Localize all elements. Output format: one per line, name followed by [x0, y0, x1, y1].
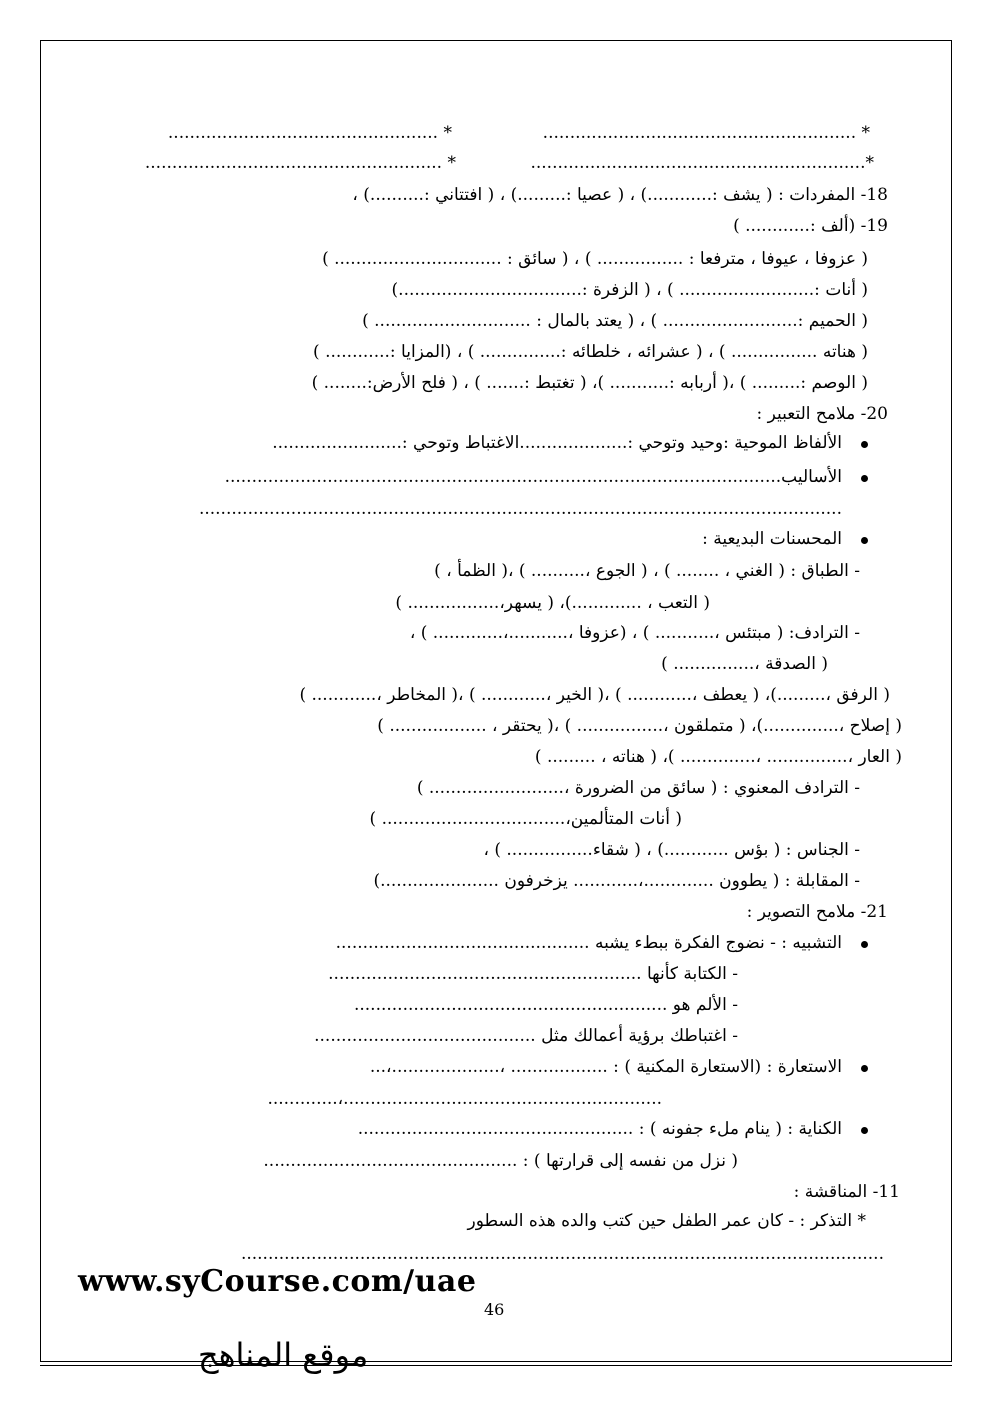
question-11-heading: 11- المناقشة : — [793, 1182, 900, 1202]
metonymy-row: الكناية : ( ينام ملء جفونه ) : ................................................... — [357, 1119, 842, 1139]
watermark-text: موقع المناهج — [198, 1336, 369, 1374]
answer-line: * ....................................................... — [144, 153, 456, 173]
synonym-row: - الترادف: ( مبتئس ،........... ) ، (عزوفا ،...........،............. ) ، — [409, 623, 860, 643]
question-20-heading: 20- ملامح التعبير : — [756, 404, 888, 424]
semantic-synonym-row: - الترادف المعنوي : ( سائق من الضرورة ،......................... ) — [416, 778, 860, 798]
website-url: www.syCourse.com/uae — [78, 1264, 477, 1299]
metaphor-row: ...........................................................،............. — [267, 1089, 662, 1109]
page-border-bottom-line — [40, 1365, 952, 1366]
question-18-vocabulary: 18- المفردات : ( يشف :............) ، ( عصيا :.........) ، ( افتتاني :..........) ، — [352, 185, 888, 205]
simile-row: التشبيه : - نضوج الفكرة ببطء يشبه ............................................... — [335, 933, 842, 953]
vocab-row: ( أنات :......................... ) ، ( الزفرة :..................................) — [391, 280, 868, 300]
synonym-row: ( العار ،............... ،.............. )، ( هناته ، ......... ) — [534, 747, 902, 767]
recall-item: * التذكر : - كان عمر الطفل حين كتب والده هذه السطور — [467, 1211, 866, 1231]
bullet-icon — [861, 941, 868, 948]
bullet-item: المحسنات البديعية : — [702, 529, 842, 549]
antithesis-row: ( التعب ، .............)، ( يسهر،................. ) — [395, 593, 710, 613]
vocab-row: ( الوصم :......... ) ،( أربابه :........... )، ( تغتبط :....... ) ، ( فلح الأرض:........ ) — [311, 373, 868, 393]
answer-line: *.............................................................. — [530, 153, 874, 173]
simile-row: - الكتابة كأنها .......................................................... — [328, 964, 738, 984]
synonym-row: ( إصلاح ،..............)، ( متملقون ،................ ) ،( يحتقر ، .................. ) — [377, 716, 902, 736]
semantic-synonym-row: ( أنات المتألمين،.................................. ) — [369, 809, 682, 829]
bullet-icon — [861, 1127, 868, 1134]
answer-line: ....................................................................................................................... — [198, 499, 842, 519]
bullet-icon — [861, 537, 868, 544]
vocab-row: ( الحميم :......................... ) ، ( يعتد بالمال : ............................. ) — [362, 311, 868, 331]
antithesis-row: - الطباق : ( الغني ، ........ ) ، ( الجوع ،.......... ) ،( الظمأ ، ) — [434, 561, 860, 581]
answer-line: * .................................................. — [167, 123, 452, 143]
simile-row: - اغتباطك برؤية أعمالك مثل ......................................... — [314, 1026, 738, 1046]
synonym-row: ( الصدقة ،............... ) — [661, 654, 828, 674]
bullet-item: الأساليب....................................................................................................... — [224, 467, 842, 487]
vocab-row: ( هناته ................ ) ، ( عشرائه ، خلطائه :............... ) ، (المزايا :............ ) — [313, 342, 868, 362]
bullet-icon — [861, 475, 868, 482]
bullet-icon — [861, 1065, 868, 1072]
answer-line: * .......................................................... — [542, 123, 870, 143]
synonym-row: ( الرفق ،.........)، ( يعطف ،............ ) ،( الخير ،............ ) ،( المخاطر ،............ ) — [299, 685, 890, 705]
question-19: 19- (ألف :............ ) — [733, 216, 888, 236]
bullet-item: الألفاظ الموحية :وحيد وتوحي :....................الاغتباط وتوحي :........................ — [272, 433, 842, 453]
question-21-heading: 21- ملامح التصوير : — [746, 902, 888, 922]
paronomasia-row: - الجناس : ( بؤس ............) ، ( شقاء................ ) ، — [483, 840, 860, 860]
contrast-row: - المقابلة : ( يطوون .............،............ يزخرفون ......................) — [373, 871, 860, 891]
page-number: 46 — [484, 1300, 505, 1319]
vocab-row: ( عزوفا ، عيوفا ، مترفعا : ................ ) ، ( سائق : ............................... ) — [322, 249, 868, 269]
metaphor-row: الاستعارة : (الاستعارة المكنية ) : .................. ،....................،... — [369, 1057, 842, 1077]
metonymy-row: ( نزل من نفسه إلى قرارتها ) : ............................................... — [263, 1151, 738, 1171]
simile-row: - الألم هو .......................................................... — [353, 995, 738, 1015]
bullet-icon — [861, 441, 868, 448]
answer-line: ....................................................................................................................... — [240, 1244, 884, 1264]
